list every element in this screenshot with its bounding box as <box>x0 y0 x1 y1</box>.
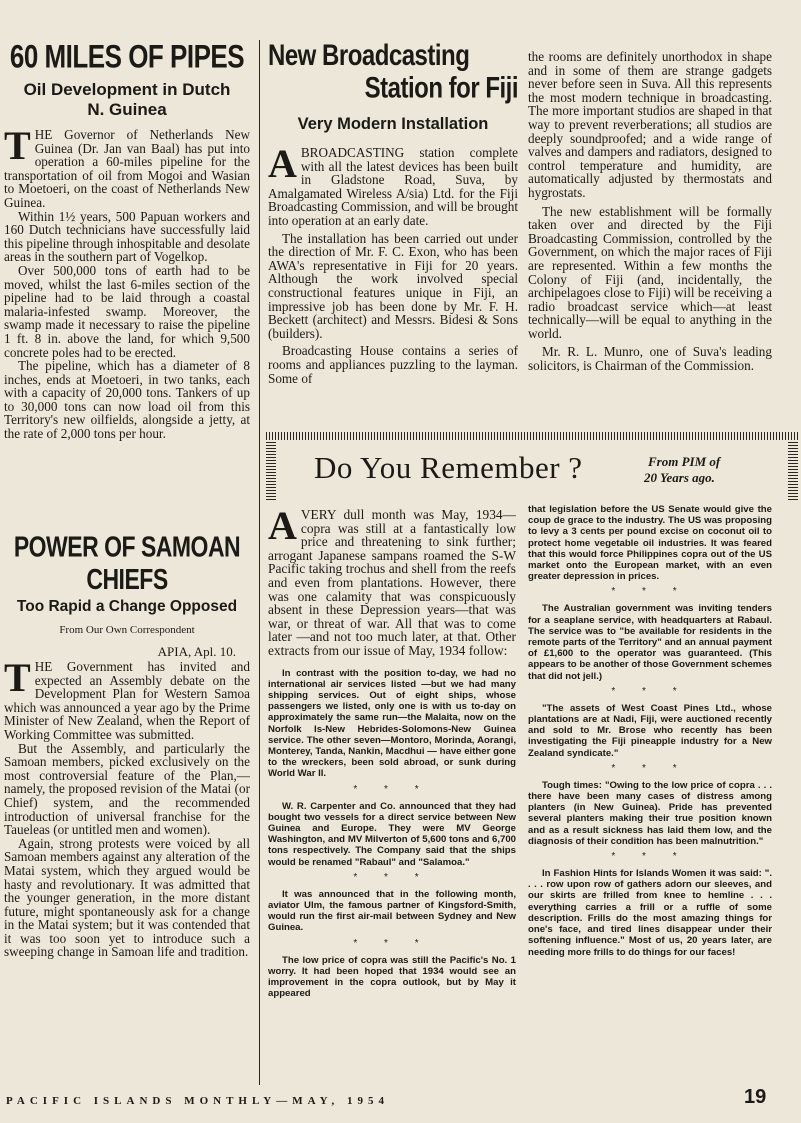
article3-paragraph: Mr. R. L. Munro, one of Suva's leading solicitors, is Chairman of the Commission. <box>528 344 772 374</box>
remember-column-1 <box>268 508 516 1088</box>
article3-paragraph: The new establishment will be formally taken over and directed by the Fiji Broadcasting Commission, controlled by the Government, on which the major races of Fiji are represented. Within a few months the Colony of Fiji (and, incidentally, the archipelagoes close to Fiji) will be receiving a radio broadcast service which—at least technically—will be equal to anything in the world. <box>528 203 772 341</box>
headline-60-miles-of-pipes: 60 MILES OF PIPES <box>9 40 245 75</box>
remember-item: In Fashion Hints for Islands Women it was said: ". . . . row upon row of gathers adorn our sleeves, and our skirts are frilled from knee to hemline . . . everything carries a frill or a ruffle of some description. Frills do the most amazing things for one's face, and tired lines disappear under their softening influence." Most of us, 20 years later, are needing more frills to do things for our faces! <box>528 868 772 958</box>
banner-source: From PIM of 20 Years ago. <box>644 454 721 485</box>
remember-intro: AVERY dull month was May, 1934—copra was still at a fantastically low price and threatening to sink further; arrogant Japanese sampans roamed the S-W Pacific taking trochus and shell from the reefs and even from plantations. However, there was one calamity that was conspicuously absent in these Depression years—that was war, or threat of war. All that was to come later —and not too much later, at that. Other extracts from our issue of May, 1934 follow: <box>268 508 516 658</box>
remember-column-2 <box>528 504 772 1088</box>
footer-magazine-title: PACIFIC ISLANDS MONTHLY—MAY, 1954 <box>6 1095 389 1107</box>
article3-paragraph: the rooms are definitely unorthodox in shape and in some of them are strange gadgets never before seen in Suva. All this represents the most modern technique in broadcasting. The more important studios are shaped in that way to prevent reverberations; all studios are deeply soundproofed; and a wide range of valves and dampers and radiators, designed to control temperature and humidity, are automatically adjusted by thermostats and hygrostats. <box>528 50 772 200</box>
column-divider <box>259 40 260 1085</box>
headline-power-of-samoan-chiefs: POWER OF SAMOAN CHIEFS <box>13 530 241 595</box>
drop-cap: A <box>268 141 297 186</box>
article1-paragraph: The pipeline, which has a diameter of 8 inches, ends at Moetoeri, in two tanks, each with a capacity of 20,000 tons. Tankers of up to 30,000 tons can now load oil from this Territory's new oilfields, alongside a jetty, at the rate of 2,000 tons per hour. <box>4 358 250 442</box>
separator-stars: * * * <box>353 783 431 795</box>
headline-new-broadcasting: New Broadcasting Station for Fiji <box>268 40 518 105</box>
banner-top-border <box>266 432 798 440</box>
separator-stars: * * * <box>611 762 689 774</box>
remember-item: The Australian government was inviting tenders for a seaplane service, with headquarters at Rabaul. The service was to "be available for residents in the remote parts of the Territory" and an annual payment of £1,600 to the operator was guaranteed. (This appears to be another of those Government schemes that did not jell.) <box>528 603 772 682</box>
separator-stars: * * * <box>353 871 431 883</box>
banner-title: Do You Remember ? <box>314 450 583 485</box>
remember-item: In contrast with the position to-day, we had no international air services listed —but we had many shipping services. Out of eight ships, whose passengers we listed, only one is with us to-day on approximately the same run—the Malaita, now on the Norfolk Is-New Hebrides-Solomons-New Guinea service. The other seven—Montoro, Morinda, Aorangi, Monterey, Tanda, Nankin, Macdhui — have either gone to the wreckers, been sold abroad, or sunk during World War II. <box>268 667 516 780</box>
article2-paragraph: Again, strong protests were voiced by all Samoan members against any alteration of the Matai system, which they argued would be hasty and revolutionary. It was admitted that the younger generation, in the more distant future, might spontaneously ask for a change in the Matai system; but it was contended that it was too soon yet to introduce such a sweeping change in Samoan life and tradition. <box>4 835 250 960</box>
banner-left-border <box>266 440 276 500</box>
subhead-oil-development: Oil Development in Dutch N. Guinea <box>23 80 231 119</box>
separator-stars: * * * <box>611 586 689 598</box>
page-number: 19 <box>744 1086 767 1108</box>
article3-paragraph: The installation has been carried out under the direction of Mr. F. C. Exon, who has been AWA's representative in Fiji for 20 years. Although the work involved special constructional features unique in Fiji, an impressive job has been done by Mr. F. H. Beckett (architect) and Messrs. Bidesi & Sons (builders). <box>268 230 518 341</box>
drop-cap: A <box>268 508 297 548</box>
article-oil-pipeline <box>4 40 250 502</box>
byline: From Our Own Correspondent <box>59 624 195 636</box>
remember-item: that legislation before the US Senate would give the coup de grace to the industry. The US was proposing to levy a 3 cents per pound excise on coconut oil to protect home vegetable oil industries. It was feared that this would force Philippines copra out of the US market onto the European market, with an even greater depression in prices. <box>528 504 772 583</box>
article1-paragraph: THE Governor of Netherlands New Guinea (Dr. Jan van Baal) has put into operation a 60-miles pipeline for the transportation of oil from Mogoi and Wasian to Moetoeri, on the coast of Netherlands New Guinea. <box>4 123 250 210</box>
article3-paragraph: Broadcasting House contains a series of rooms and appliances puzzling to the layman. Some of <box>268 343 518 386</box>
article1-paragraph: Over 500,000 tons of earth had to be moved, whilst the last 6-miles section of the pipeline had to be laid through a coastal malaria-infested swamp. Moreover, the swamp made it necessary to raise the pipeline 1 ft. 8 in. above the land, for which 9,500 concrete poles had to be erected. <box>4 262 250 360</box>
article1-paragraph: Within 1½ years, 500 Papuan workers and 160 Dutch technicians have successfully laid this pipeline through inhospitable and desolate areas in the southern part of Vogelkop. <box>4 208 250 265</box>
article2-paragraph: But the Assembly, and particularly the Samoan members, picked exclusively on the most controversial feature of the Plan,—namely, the proposed revision of the Matai (or Chief) system, and the recommended introduction of universal franchise for the Taueleas (or untitled men and women). <box>4 740 250 838</box>
article-samoan-chiefs <box>4 530 250 1088</box>
subhead-very-modern: Very Modern Installation <box>297 115 489 133</box>
dateline: APIA, Apl. 10. <box>157 644 236 659</box>
remember-item: "The assets of West Coast Pines Ltd., whose plantations are at Nadi, Fiji, were auctioned recently and sold to Mr. Brose who recently has been investigating the Fiji pineapple industry for a New Zealand syndicate." <box>528 702 772 759</box>
drop-cap: T <box>4 655 31 700</box>
drop-cap: T <box>4 123 31 168</box>
remember-item: The low price of copra was still the Pacific's No. 1 worry. It had been hoped that 1934 would see an improvement in the copra outlook, but by May it appeared <box>268 954 516 1000</box>
banner-right-border <box>788 440 798 500</box>
article2-paragraph: THE Government has invited and expected an Assembly debate on the Development Plan for Western Samoa which was announced a year ago by the Prime Minister of New Zealand, when the Report of Working Committee was submitted. <box>4 655 250 742</box>
subhead-too-rapid-change: Too Rapid a Change Opposed <box>16 598 238 615</box>
article-broadcasting-station <box>268 40 518 418</box>
separator-stars: * * * <box>353 937 431 949</box>
article3-paragraph: ABROADCASTING station complete with all the latest devices has been built in Gladstone Road, Suva, by Amalgamated Wireless A/sia) Ltd. for the Fiji Broadcasting Commission, and will be brought into operation at an early date. <box>268 141 518 228</box>
separator-stars: * * * <box>611 685 689 697</box>
remember-item: It was announced that in the following month, aviator Ulm, the famous partner of Kingsford-Smith, would run the first air-mail between Sydney and New Guinea. <box>268 888 516 934</box>
remember-item: W. R. Carpenter and Co. announced that they had bought two vessels for a direct service between New Guinea and Europe. They were MV George Washington, and MV Milverton of 5,600 tons and 6,700 tons respectively. The Company said that the ships would be renamed "Rabaul" and "Salamoa." <box>268 800 516 868</box>
article-broadcasting-continued <box>528 50 772 420</box>
separator-stars: * * * <box>611 851 689 863</box>
remember-item: Tough times: "Owing to the low price of copra . . . there have been many cases of distress among planters (in New Guinea). Pride has prevented several planters making their true position known and as a result sickness has laid them low, and the diagnosis of their condition has been malnutrition." <box>528 779 772 847</box>
